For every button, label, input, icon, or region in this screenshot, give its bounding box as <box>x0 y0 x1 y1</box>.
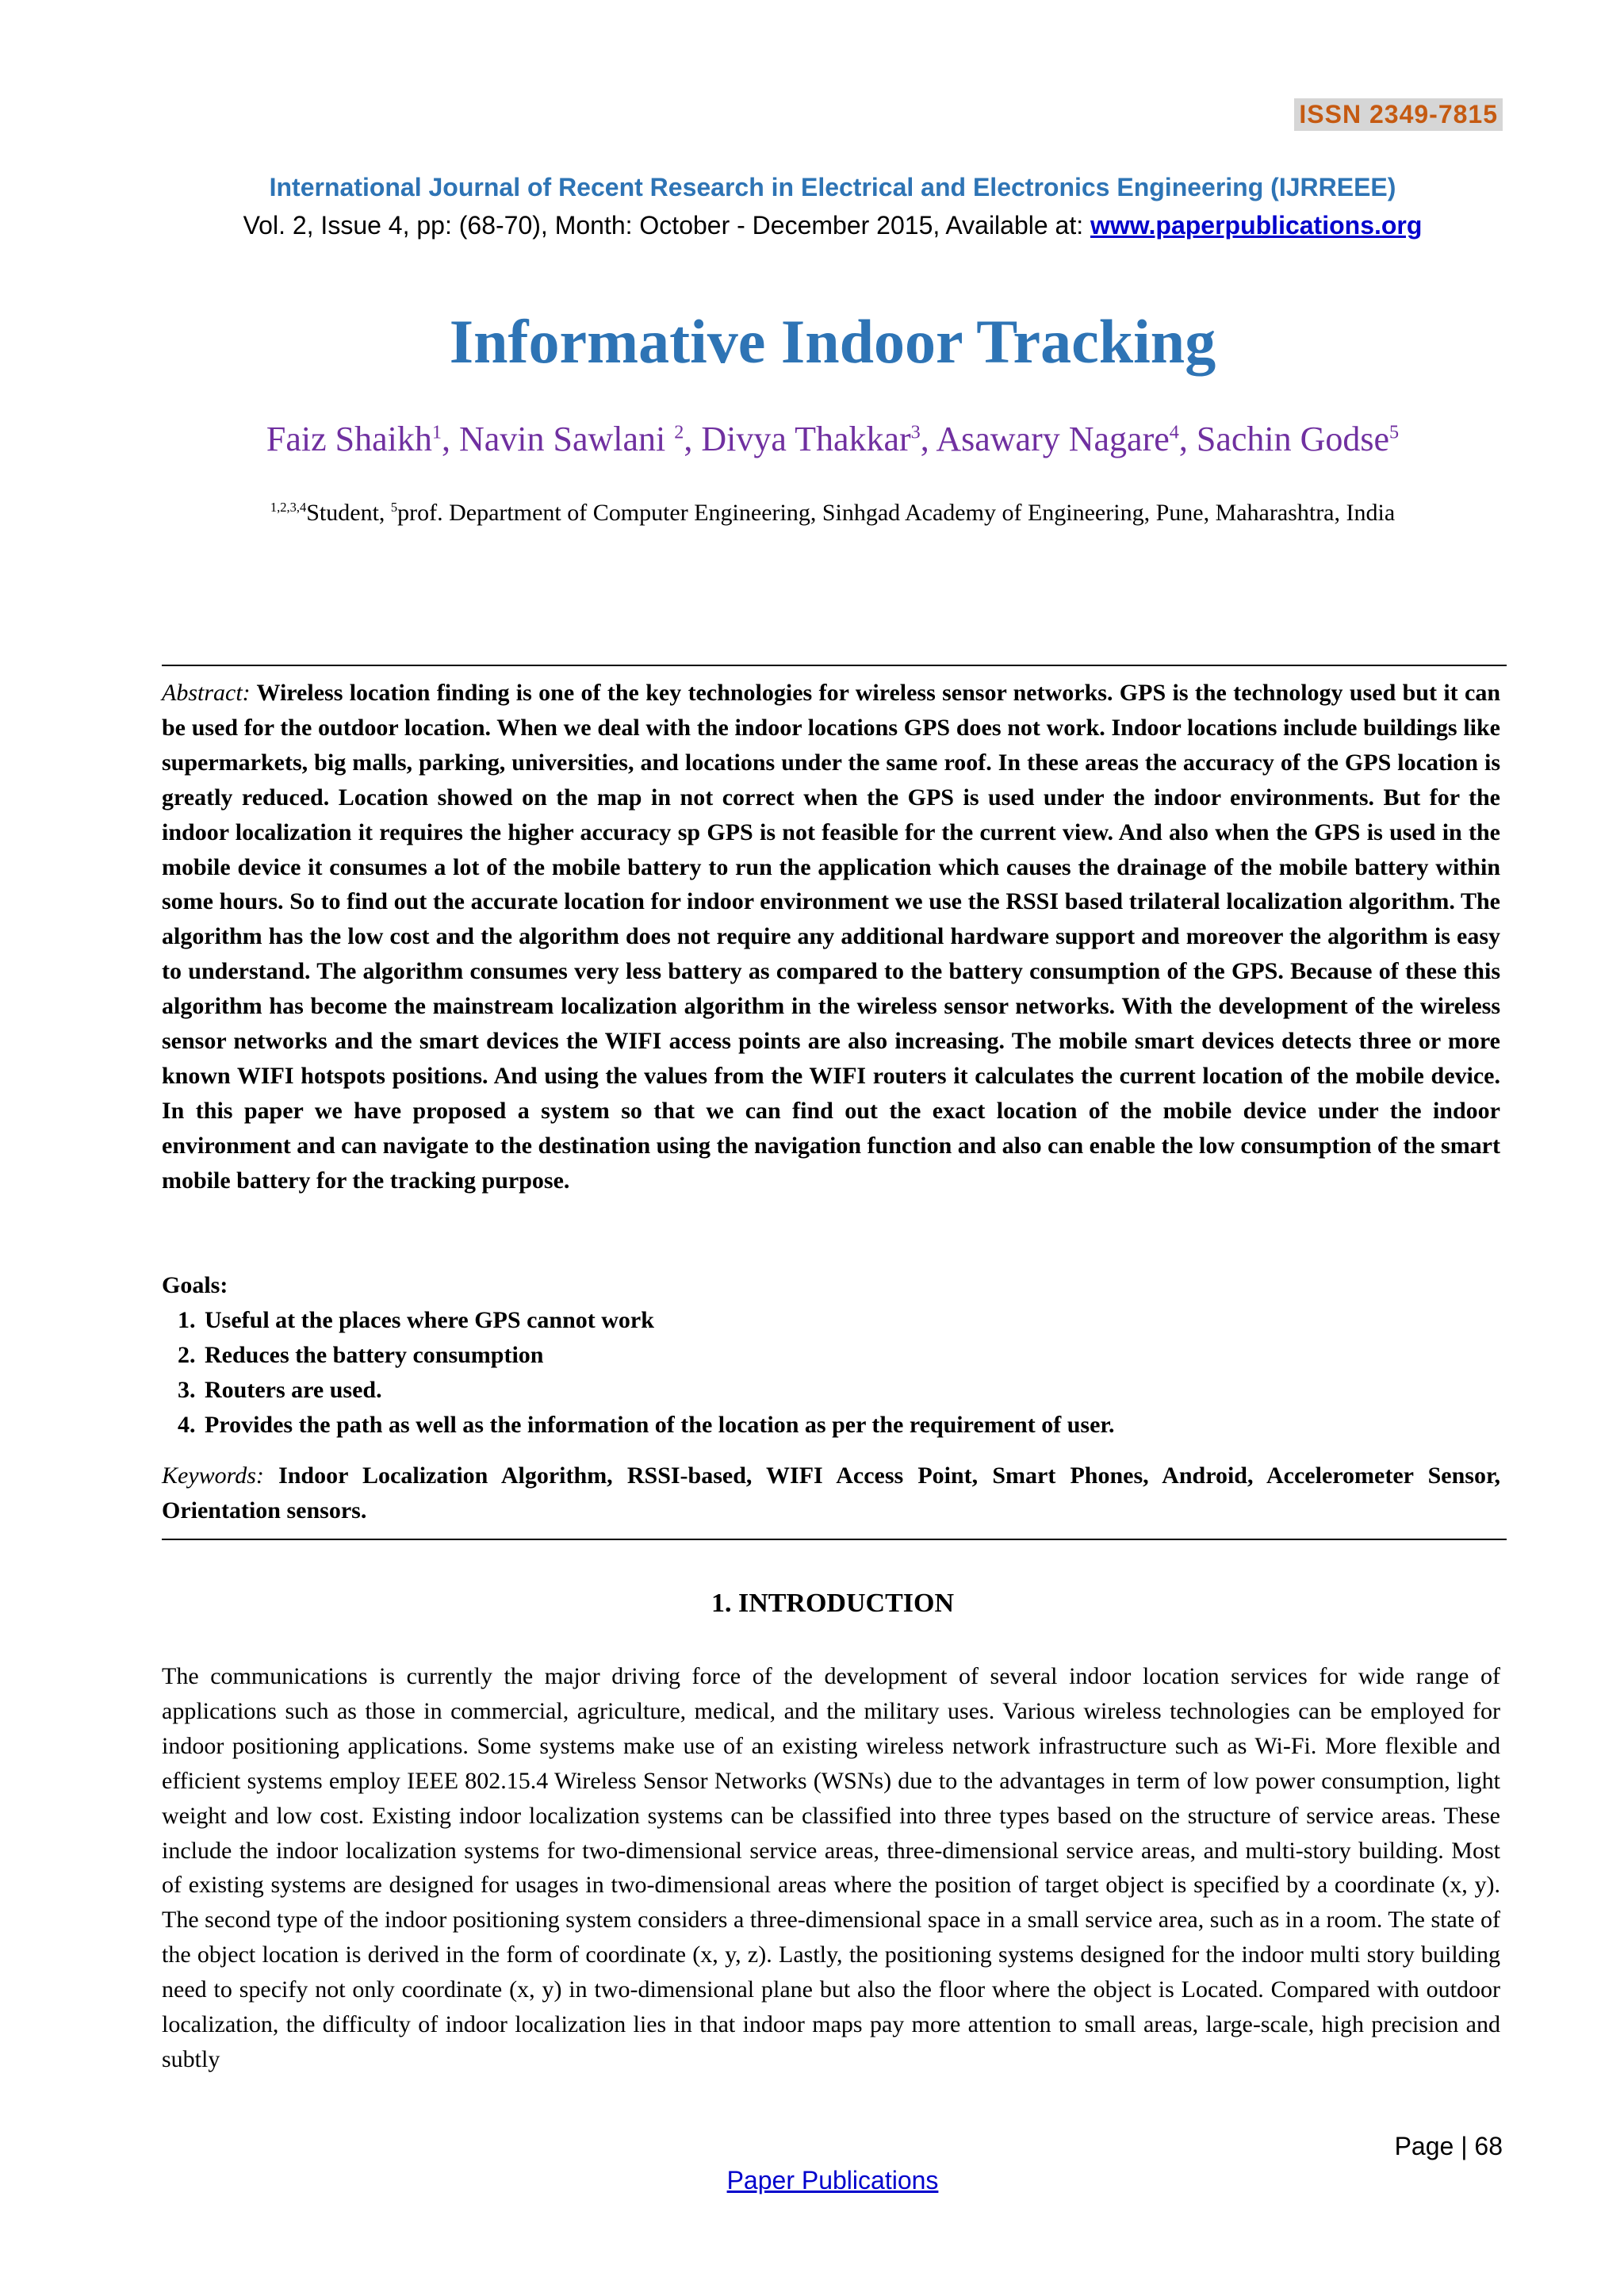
affiliation <box>0 500 1624 527</box>
paper-title: Informative Indoor Tracking <box>449 307 1216 376</box>
abstract-top-rule <box>162 665 1507 666</box>
affiliation-sup: 1,2,3,4 <box>270 500 307 515</box>
author-separator: , <box>920 420 936 458</box>
journal-title: International Journal of Recent Research in Electrical and Electronics Engineering (IJRREEE) <box>269 173 1396 201</box>
goals-list <box>162 1303 1500 1443</box>
affiliation-text: prof. Department of Computer Engineering, Sinhgad Academy of Engineering, Pune, Maharashtra, India <box>397 500 1396 526</box>
keywords-text: Indoor Localization Algorithm, RSSI-based, WIFI Access Point, Smart Phones, Android, Accelerometer Sensor, Orientation sensors. <box>162 1462 1501 1524</box>
goal-item: 4. Provides the path as well as the information of the location as per the requirement of user. <box>201 1408 1500 1443</box>
goals-label: Goals: <box>162 1272 228 1298</box>
author-name: Faiz Shaikh <box>266 420 432 458</box>
author-sup: 1 <box>431 421 442 443</box>
author-separator: , <box>441 420 459 458</box>
section-heading: 1. INTRODUCTION <box>710 1589 955 1618</box>
affiliation-text: Student, <box>306 500 391 526</box>
issn-badge: ISSN 2349-7815 <box>1294 98 1503 131</box>
goal-item: 2. Reduces the battery consumption <box>201 1338 1500 1373</box>
author-separator: , <box>1178 420 1197 458</box>
abstract-label: Abstract: <box>162 680 251 706</box>
abstract-text: Wireless location finding is one of the key technologies for wireless sensor networks. GPS is the technology used but it can be used for the outdoor location. When we deal with the indoor locations GPS does not work. Indoor locations include buildings like supermarkets, big malls, parking, universities, and locations under the same roof. In these areas the accuracy of the GPS location is greatly reduced. Location showed on the map in not correct when the GPS is used under the indoor environments. But for the indoor localization it requires the higher accuracy sp GPS is not feasible for the current view. And also when the GPS is used in the mobile device it consumes a lot of the mobile battery to run the application which causes the drainage of the mobile battery within some hours. So to find out the accurate location for indoor environment we use the RSSI based trilateral localization algorithm. The algorithm has the low cost and the algorithm does not require any additional hardware support and moreover the algorithm is easy to understand. The algorithm consumes very less battery as compared to the battery consumption of the GPS. Because of these this algorithm has become the mainstream localization algorithm in the wireless sensor networks. With the development of the wireless sensor networks and the smart devices the WIFI access points are also increasing. The mobile smart devices detects three or more known WIFI hotspots positions. And using the values from the WIFI routers it calculates the current location of the mobile device. In this paper we have proposed a system so that we can find out the exact location of the mobile device under the indoor environment and can navigate to the destination using the navigation function and also can enable the low consumption of the smart mobile battery for the tracking purpose. <box>162 680 1500 1194</box>
website-link[interactable]: www.paperpublications.org <box>1090 211 1423 240</box>
abstract-bottom-rule <box>162 1539 1507 1540</box>
journal-volume-line <box>0 211 1624 240</box>
goal-item: 3. Routers are used. <box>201 1373 1500 1408</box>
author-name: Navin Sawlani <box>458 420 675 458</box>
keywords-label: Keywords: <box>162 1462 264 1489</box>
publisher-link[interactable]: Paper Publications <box>726 2166 939 2194</box>
introduction-text: The communications is currently the major driving force of the development of several indoor location services for wide range of applications such as those in commercial, agriculture, medical, and the military uses. Various wireless technologies can be employed for indoor positioning applications. Some systems make use of an existing wireless network infrastructure such as Wi-Fi. More flexible and efficient systems employ IEEE 802.15.4 Wireless Sensor Networks (WSNs) due to the advantages in term of low power consumption, light weight and low cost. Existing indoor localization systems can be classified into three types based on the structure of service areas. These include the indoor localization systems for two-dimensional service areas, three-dimensional service areas, and multi-story building. Most of existing systems are designed for usages in two-dimensional areas where the position of target object is specified by a coordinate (x, y). The second type of the indoor positioning system considers a three-dimensional space in a small service area, such as in a room. The state of the object location is derived in the form of coordinate (x, y, z). Lastly, the positioning systems designed for the indoor multi story building need to specify not only coordinate (x, y) in two-dimensional plane but also the floor where the object is Located. Compared with outdoor localization, the difficulty of indoor localization lies in that indoor maps pay more attention to small areas, large-scale, high precision and subtly <box>162 1663 1500 2072</box>
author-sup: 5 <box>1389 421 1400 443</box>
author-name: Sachin Godse <box>1196 420 1390 458</box>
author-name: Asawary Nagare <box>936 420 1170 458</box>
author-name: Divya Thakkar <box>701 420 911 458</box>
author-sup: 4 <box>1169 421 1179 443</box>
page-number: Page | 68 <box>1394 2132 1503 2160</box>
author-separator: , <box>684 420 702 458</box>
volume-text: Vol. 2, Issue 4, pp: (68-70), Month: October - December 2015, Available at: <box>243 211 1091 240</box>
goals <box>162 1268 1500 1443</box>
affiliation-sup: 5 <box>390 500 398 515</box>
author-sup: 3 <box>910 421 921 443</box>
abstract <box>162 676 1500 1198</box>
keywords <box>162 1458 1500 1528</box>
author-list <box>0 419 1624 459</box>
author-sup: 2 <box>674 421 684 443</box>
goal-item: 1. Useful at the places where GPS cannot work <box>201 1303 1500 1338</box>
